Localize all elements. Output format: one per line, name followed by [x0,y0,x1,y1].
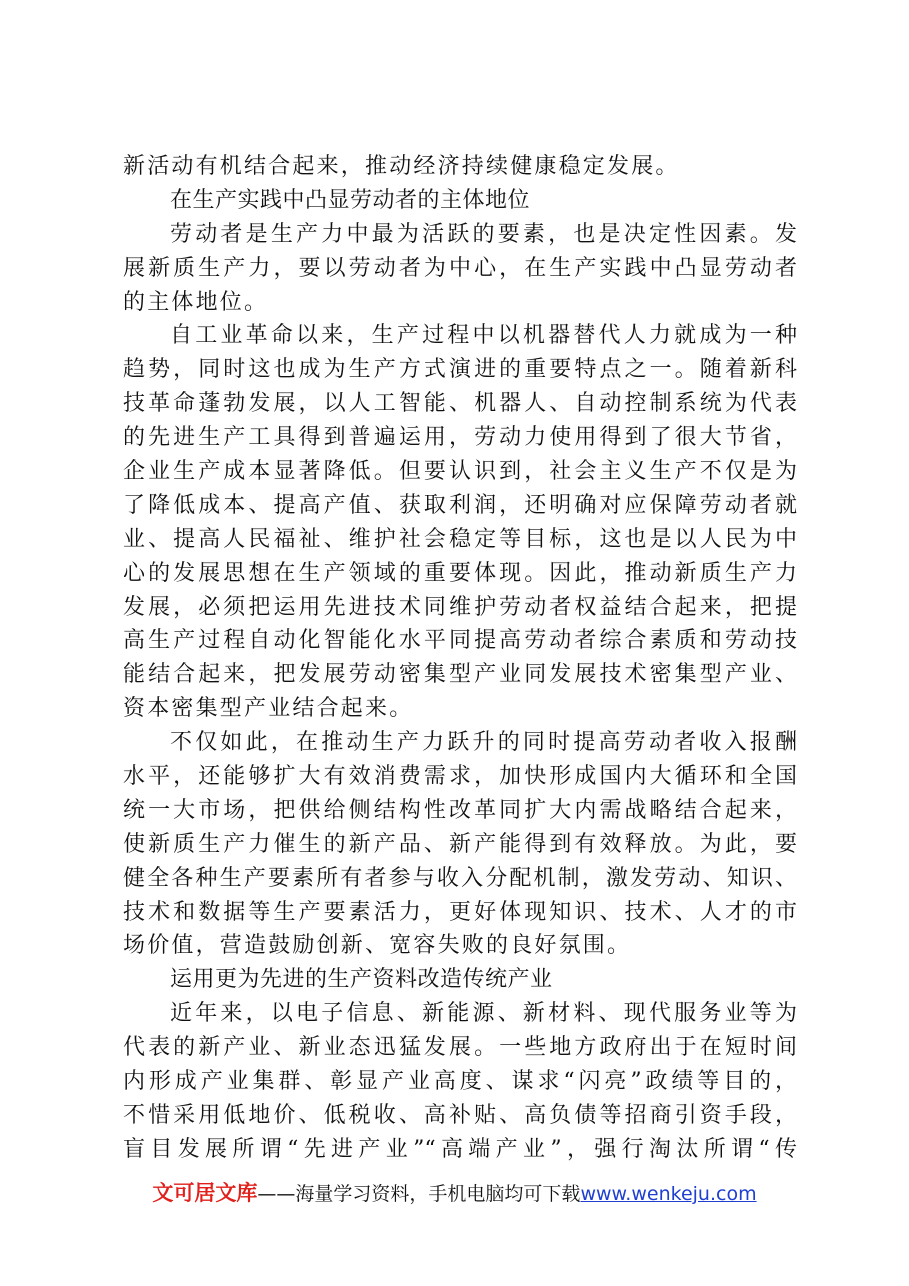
paragraph-line: 近年来，以电子信息、新能源、新材料、现代服务业等为 [170,1001,797,1027]
section-heading: 在生产实践中凸显劳动者的主体地位 [170,187,531,213]
paragraph-line: 统一大市场，把供给侧结构性改革同扩大内需战略结合起来， [123,797,797,823]
paragraph-line: 企业生产成本显著降低。但要认识到，社会主义生产不仅是为 [123,459,797,485]
paragraph-line: 资本密集型产业结合起来。 [123,696,414,722]
paragraph-line: 发展，必须把运用先进技术同维护劳动者权益结合起来，把提 [123,594,797,620]
paragraph-line: 不仅如此，在推动生产力跃升的同时提高劳动者收入报酬 [170,730,797,756]
footer-brand: 文可居文库 [152,1181,258,1205]
paragraph-line: 使新质生产力催生的新产品、新产能得到有效释放。为此，要 [123,831,797,857]
paragraph-line: 展新质生产力，要以劳动者为中心，在生产实践中凸显劳动者 [123,255,797,281]
paragraph-line: 新活动有机结合起来，推动经济持续健康稳定发展。 [123,154,680,179]
paragraph-line: 的主体地位。 [123,289,269,315]
section-heading: 运用更为先进的生产资料改造传统产业 [170,967,553,993]
paragraph-line: 场价值，营造鼓励创新、宽容失败的良好氛围。 [123,933,632,959]
footer-banner [0,1178,909,1209]
paragraph-line: 业、提高人民福祉、维护社会稳定等目标，这也是以人民为中 [123,526,797,552]
paragraph-line: 技革命蓬勃发展，以人工智能、机器人、自动控制系统为代表 [123,391,797,417]
paragraph-line: 水平，还能够扩大有效消费需求，加快形成国内大循环和全国 [123,764,797,790]
paragraph-line: 心的发展思想在生产领域的重要体现。因此，推动新质生产力 [123,560,797,586]
paragraph-line: 趋势，同时这也成为生产方式演进的重要特点之一。随着新科 [123,357,797,383]
document-body [123,150,797,1167]
paragraph-line: 代表的新产业、新业态迅猛发展。一些地方政府出于在短时间 [123,1035,797,1061]
paragraph-line: 的先进生产工具得到普遍运用，劳动力使用得到了很大节省， [123,425,797,451]
paragraph-line: 自工业革命以来，生产过程中以机器替代人力就成为一种 [170,323,797,349]
footer-link[interactable]: www.wenkeju.com [580,1183,757,1205]
footer-slogan: ——海量学习资料，手机电脑均可下载 [257,1183,581,1205]
paragraph-line: 高生产过程自动化智能化水平同提高劳动者综合素质和劳动技 [123,628,797,654]
paragraph-line: 盲目发展所谓“先进产业”“高端产业”，强行淘汰所谓“传 [123,1136,797,1162]
paragraph-line: 能结合起来，把发展劳动密集型产业同发展技术密集型产业、 [123,662,797,688]
paragraph-line: 内形成产业集群、彰显产业高度、谋求“闪亮”政绩等目的， [123,1069,797,1095]
paragraph-line: 技术和数据等生产要素活力，更好体现知识、技术、人才的市 [123,899,797,925]
paragraph-line: 了降低成本、提高产值、获取利润，还明确对应保障劳动者就 [123,492,797,518]
paragraph-line: 不惜采用低地价、低税收、高补贴、高负债等招商引资手段， [123,1102,797,1128]
paragraph-line: 健全各种生产要素所有者参与收入分配机制，激发劳动、知识、 [123,865,797,891]
paragraph-line: 劳动者是生产力中最为活跃的要素，也是决定性因素。发 [170,221,797,247]
